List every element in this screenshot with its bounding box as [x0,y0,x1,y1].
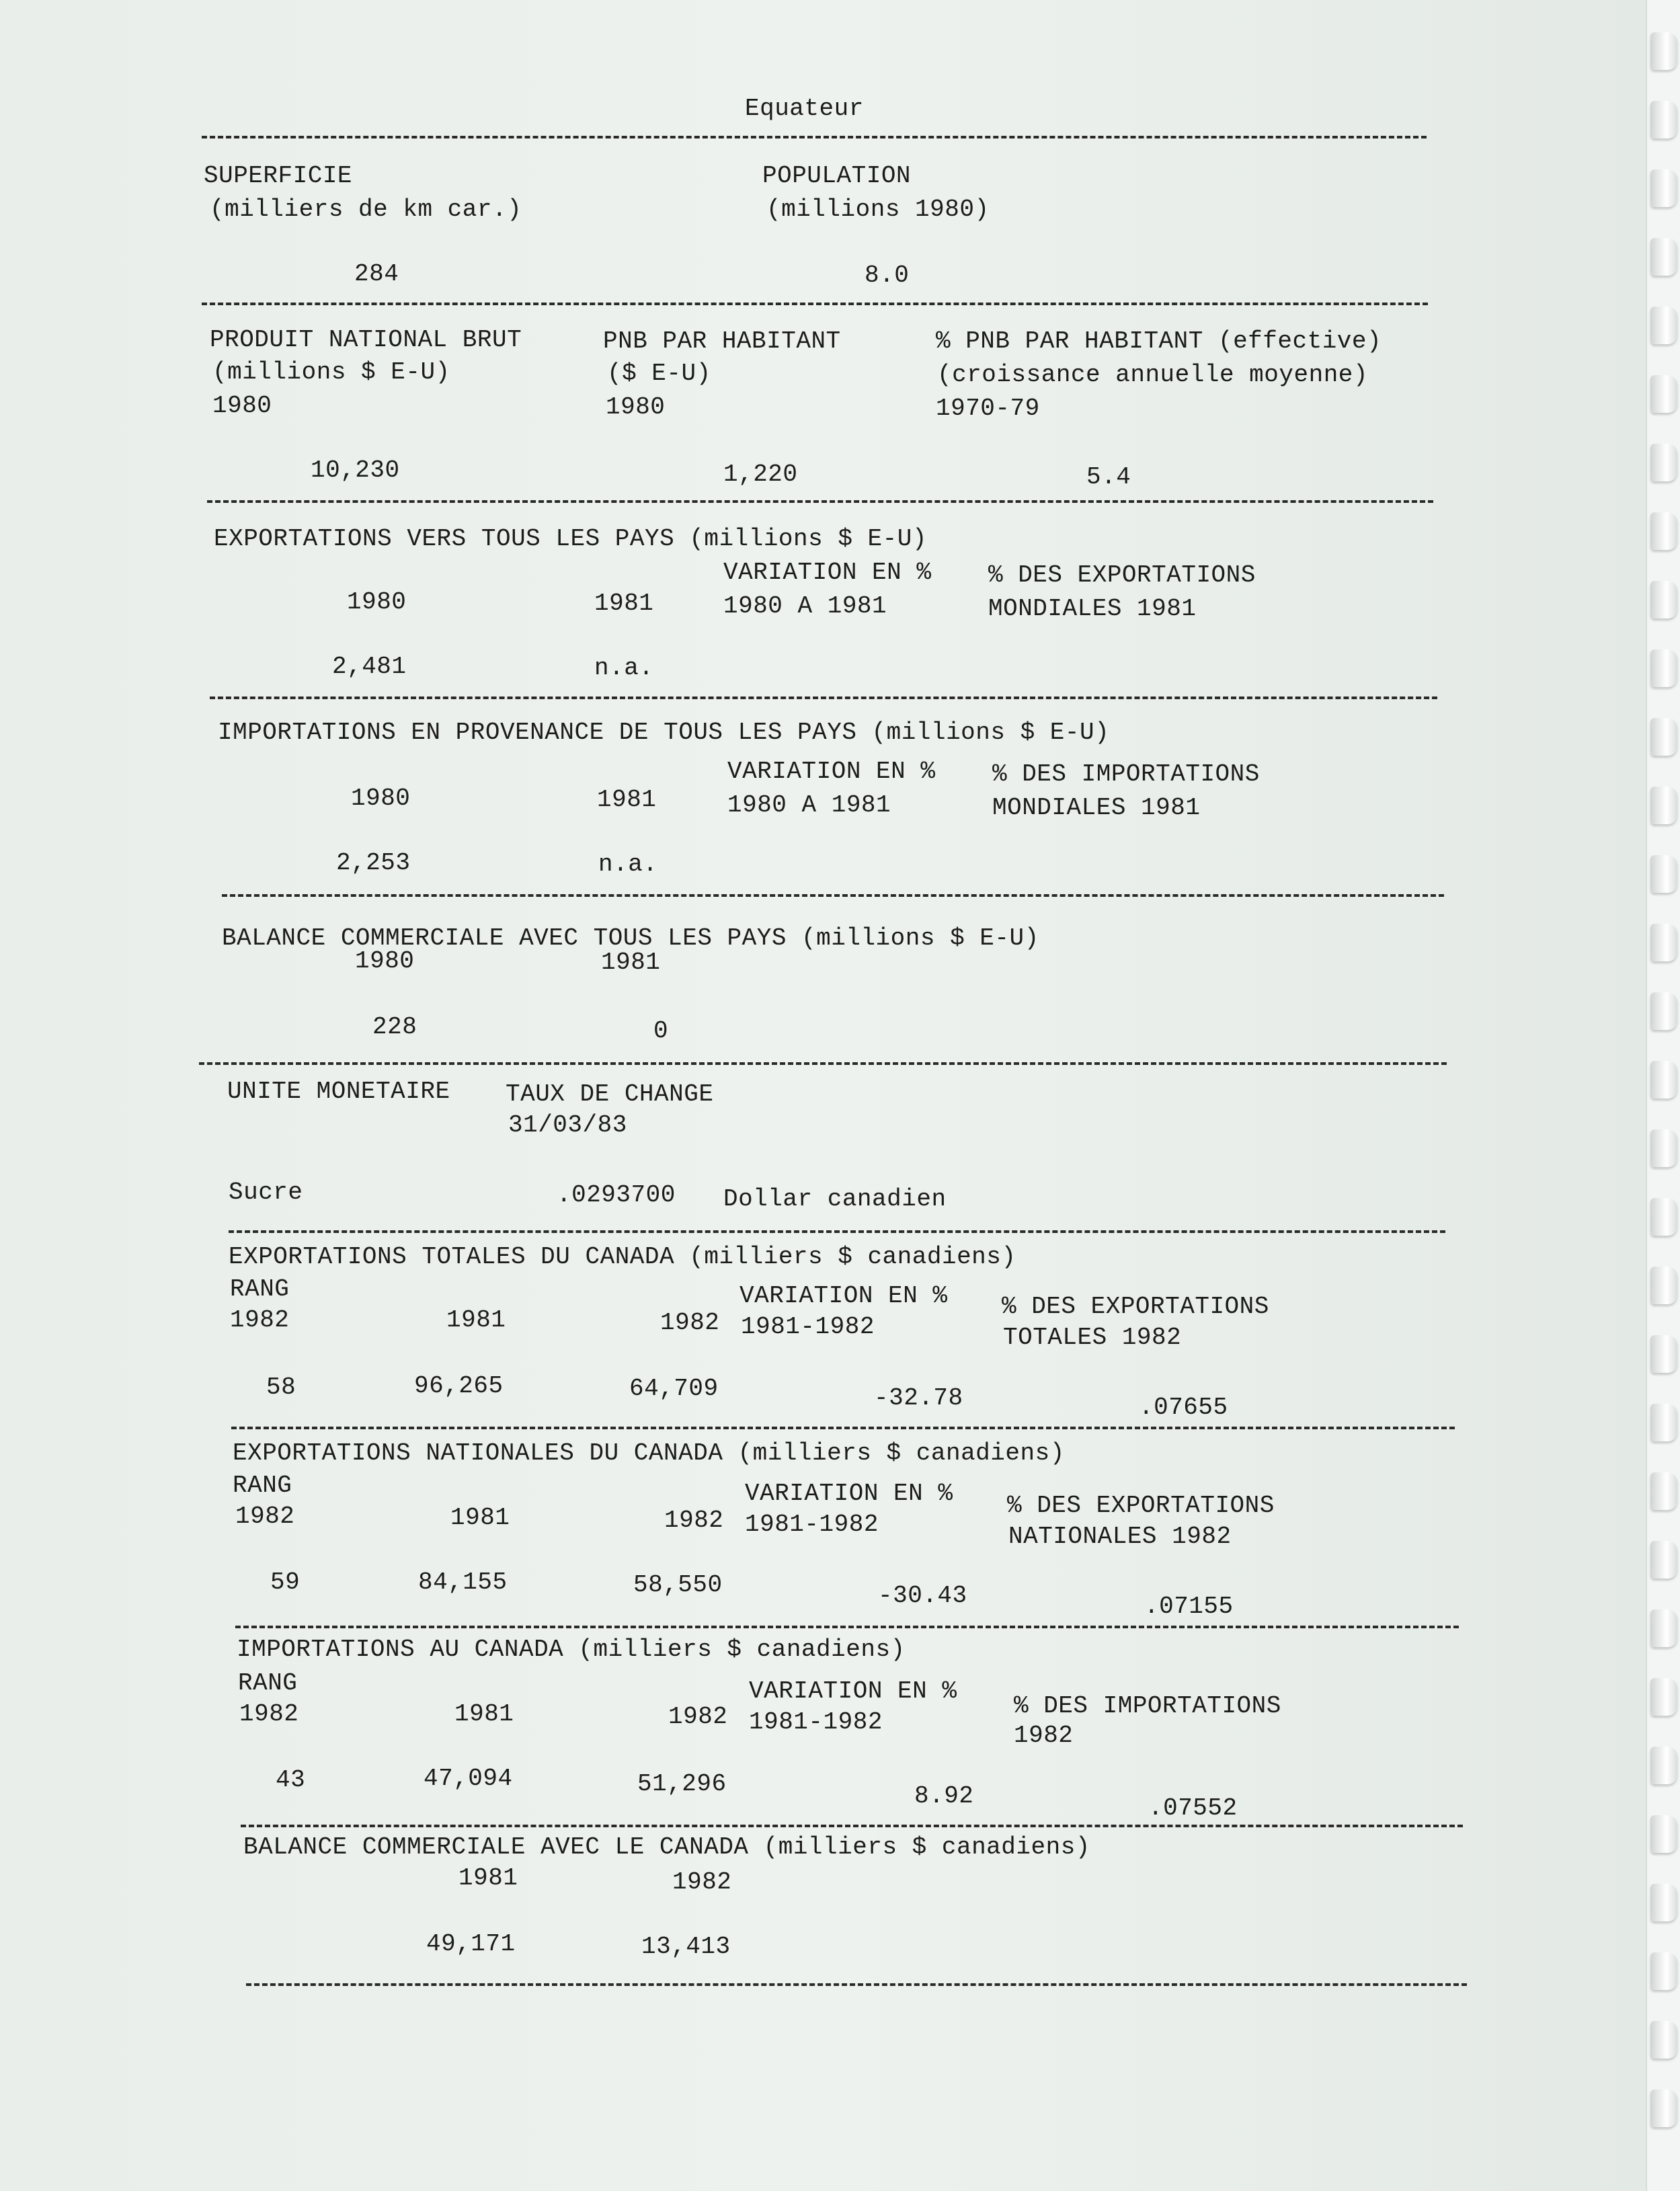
can-imports-rang-label: RANG [238,1669,298,1697]
export-world-share-label: % DES EXPORTATIONS [988,561,1256,589]
pnb-value: 10,230 [311,456,400,484]
can-total-exports-rang-label: RANG [230,1275,290,1303]
population-label: POPULATION [762,162,912,190]
currency-label: UNITE MONETAIRE [227,1078,450,1105]
can-total-exports-variation: -32.78 [874,1384,963,1412]
import-world-share-label-2: MONDIALES 1981 [992,794,1201,822]
pnb-year: 1980 [212,392,272,420]
export-world-year-1980: 1980 [347,588,407,616]
can-national-exports-rang-label: RANG [233,1472,292,1499]
population-unit: (millions 1980) [766,196,990,223]
balance-world-value-1980: 228 [372,1013,417,1041]
can-national-exports-year-1982: 1982 [664,1507,724,1534]
can-total-exports-share-label: % DES EXPORTATIONS [1002,1293,1269,1320]
page-title: Equateur [745,95,864,122]
pnb-growth-years: 1970-79 [936,395,1040,422]
balance-world-value-1981: 0 [653,1017,669,1045]
balance-world-title: BALANCE COMMERCIALE AVEC TOUS LES PAYS (millions $ E-U) [222,924,1039,952]
export-world-variation-label: VARIATION EN % [723,559,932,586]
pnb-growth-label: % PNB PAR HABITANT (effective) [936,327,1382,355]
can-national-exports-value-1982: 58,550 [633,1571,723,1599]
exchange-rate-value: .0293700 [557,1181,676,1209]
can-total-exports-value-1981: 96,265 [414,1372,504,1400]
can-national-exports-value-1981: 84,155 [418,1568,508,1596]
can-national-exports-rank: 59 [270,1568,301,1596]
pnb-unit: (millions $ E-U) [212,358,450,386]
can-imports-rank: 43 [276,1766,306,1794]
import-world-year-1980: 1980 [351,785,411,812]
exchange-rate-unit: Dollar canadien [723,1185,947,1213]
can-balance-year-1981: 1981 [458,1864,518,1892]
divider [222,894,1444,897]
divider [199,1062,1447,1065]
can-imports-value-1982: 51,296 [637,1770,727,1798]
can-national-exports-rang-year: 1982 [235,1503,295,1530]
divider [210,696,1437,699]
can-imports-rang-year: 1982 [239,1700,299,1728]
spiral-binding [1646,0,1680,2191]
export-world-title: EXPORTATIONS VERS TOUS LES PAYS (millions $ E-U) [214,525,927,553]
export-world-share-label-2: MONDIALES 1981 [988,595,1197,623]
balance-world-year-1980: 1980 [355,947,415,975]
can-national-exports-share: .07155 [1144,1593,1234,1620]
import-world-variation-years: 1980 A 1981 [727,791,891,819]
can-imports-variation-label: VARIATION EN % [749,1677,957,1705]
currency-name: Sucre [229,1179,303,1206]
pnb-label: PRODUIT NATIONAL BRUT [210,326,522,354]
export-world-variation-years: 1980 A 1981 [723,592,887,620]
can-imports-share: .07552 [1148,1794,1238,1822]
import-world-value-1980: 2,253 [336,849,411,877]
import-world-share-label: % DES IMPORTATIONS [992,760,1260,788]
can-imports-variation-years: 1981-1982 [749,1708,883,1736]
divider [202,136,1427,138]
can-total-exports-year-1981: 1981 [446,1306,506,1334]
can-imports-year-1981: 1981 [454,1700,514,1728]
can-imports-value-1981: 47,094 [424,1765,513,1792]
pnb-habitant-unit: ($ E-U) [607,360,711,387]
can-national-exports-year-1981: 1981 [450,1504,510,1531]
can-national-exports-share-label: % DES EXPORTATIONS [1007,1492,1275,1519]
can-imports-title: IMPORTATIONS AU CANADA (milliers $ canadiens) [237,1636,906,1663]
can-total-exports-year-1982: 1982 [660,1309,720,1337]
can-total-exports-title: EXPORTATIONS TOTALES DU CANADA (milliers $ canadiens) [229,1243,1016,1271]
exchange-rate-date: 31/03/83 [508,1111,627,1139]
can-national-exports-variation: -30.43 [878,1582,967,1609]
can-total-exports-variation-label: VARIATION EN % [739,1282,948,1310]
import-world-value-1981: n.a. [598,850,658,878]
superficie-label: SUPERFICIE [204,162,353,190]
import-world-title: IMPORTATIONS EN PROVENANCE DE TOUS LES PAYS (millions $ E-U) [218,719,1110,746]
superficie-unit: (milliers de km car.) [210,196,522,223]
pnb-habitant-value: 1,220 [723,461,798,488]
divider [202,303,1428,305]
pnb-growth-value: 5.4 [1086,463,1131,491]
import-world-variation-label: VARIATION EN % [727,758,936,785]
can-imports-share-label: % DES IMPORTATIONS [1014,1692,1281,1720]
export-world-year-1981: 1981 [594,590,654,617]
can-total-exports-rank: 58 [266,1373,296,1401]
can-total-exports-value-1982: 64,709 [629,1375,719,1402]
can-balance-year-1982: 1982 [672,1868,732,1896]
can-total-exports-variation-years: 1981-1982 [741,1313,875,1341]
divider [229,1230,1445,1233]
can-total-exports-share-label-2: TOTALES 1982 [1003,1324,1182,1351]
can-imports-year-1982: 1982 [668,1703,728,1730]
population-value: 8.0 [865,262,910,289]
divider [207,500,1433,503]
can-national-exports-variation-label: VARIATION EN % [745,1480,953,1507]
exchange-rate-label: TAUX DE CHANGE [506,1080,714,1108]
divider [231,1427,1455,1429]
can-total-exports-rang-year: 1982 [230,1306,290,1334]
export-world-value-1980: 2,481 [332,653,407,680]
can-imports-share-label-2: 1982 [1014,1722,1074,1749]
divider [246,1983,1467,1986]
divider [235,1626,1459,1628]
can-balance-value-1981: 49,171 [426,1930,516,1958]
can-imports-variation: 8.92 [914,1782,974,1810]
import-world-year-1981: 1981 [597,786,657,813]
pnb-habitant-year: 1980 [606,393,666,421]
can-total-exports-share: .07655 [1139,1394,1228,1421]
can-national-exports-title: EXPORTATIONS NATIONALES DU CANADA (milliers $ canadiens) [233,1439,1065,1467]
divider [241,1825,1463,1827]
can-balance-title: BALANCE COMMERCIALE AVEC LE CANADA (milliers $ canadiens) [243,1833,1090,1861]
superficie-value: 284 [354,260,399,288]
balance-world-year-1981: 1981 [601,949,661,976]
can-balance-value-1982: 13,413 [641,1933,731,1960]
can-national-exports-variation-years: 1981-1982 [745,1511,879,1538]
export-world-value-1981: n.a. [594,654,654,682]
pnb-growth-unit: (croissance annuelle moyenne) [937,361,1369,389]
can-national-exports-share-label-2: NATIONALES 1982 [1008,1523,1232,1550]
pnb-habitant-label: PNB PAR HABITANT [603,327,841,355]
